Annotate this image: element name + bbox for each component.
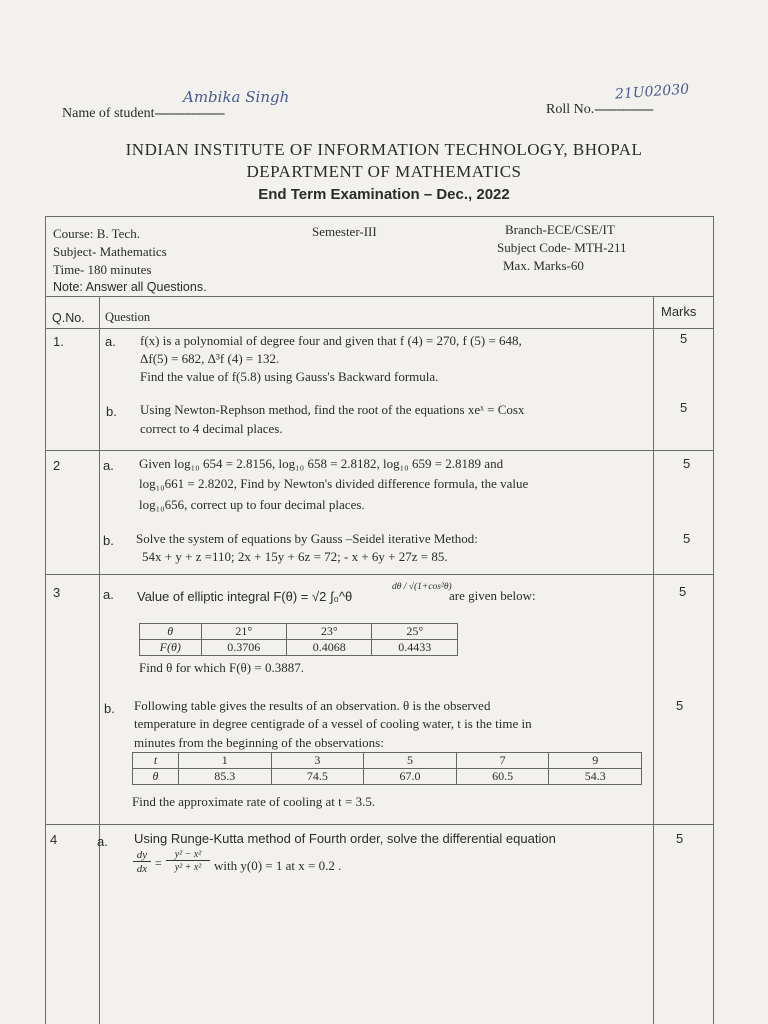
table-cell: 54.3 [549,769,642,785]
q3b-marks: 5 [676,698,684,713]
table-cell: 3 [271,753,364,769]
department-name: DEPARTMENT OF MATHEMATICS [246,162,522,181]
q1b-marks: 5 [680,400,688,415]
header-marks: Marks [661,304,697,319]
table-cell: 23° [286,624,371,640]
table-cell: t [133,753,179,769]
q3a-label: a. [103,587,114,602]
course: Course: B. Tech. [53,226,140,241]
table-cell: θ [140,624,202,640]
q2a-label: a. [103,458,114,473]
q4-lhs-num: dy [136,849,148,861]
q3b-line4: Find the approximate rate of cooling at t = 3.5. [132,794,376,809]
q3a-marks: 5 [679,584,687,599]
q4a-marks: 5 [676,831,684,846]
q1a-line2: Δf(5) = 682, Δ³f (4) = 132. [140,351,280,366]
institute-name: INDIAN INSTITUTE OF INFORMATION TECHNOLOGY, BHOPAL [125,140,643,159]
q2a-line2: log₁₀661 = 2.8202, Find by Newton's divided difference formula, the value [139,476,529,491]
table-cell: 85.3 [179,769,272,785]
table-cell: 74.5 [271,769,364,785]
q1a-line3: Find the value of f(5.8) using Gauss's Backward formula. [140,369,439,384]
q3-number: 3 [53,585,61,600]
table-cell: 60.5 [456,769,549,785]
q2b-label: b. [103,533,114,548]
q4-lhs-fraction [133,849,151,876]
student-name-label: Name of student------------------- [62,106,225,121]
max-marks: Max. Marks-60 [503,258,584,273]
table-row [133,753,642,769]
q1b-line1: Using Newton-Rephson method, find the root of the equations xeˣ = Cosx [140,402,525,417]
q3b-line1: Following table gives the results of an observation. θ is the observed [134,698,491,713]
table-cell: 25° [372,624,458,640]
q1a-label: a. [105,334,116,349]
q3a-integrand: dθ / √(1+cos²θ) [392,582,452,592]
subject: Subject- Mathematics [53,244,167,259]
header-qno: Q.No. [52,311,85,325]
elliptic-integral-table [139,623,458,656]
table-cell: 21° [201,624,286,640]
table-cell: 7 [456,753,549,769]
q1b-label: b. [106,404,117,419]
q2a-marks: 5 [683,456,691,471]
q2-number: 2 [53,458,61,473]
roll-no-label: Roll No.---------------- [546,102,653,117]
table-cell: 67.0 [364,769,457,785]
q2b-marks: 5 [683,531,691,546]
q1a-line1: f(x) is a polynomial of degree four and given that f (4) = 270, f (5) = 648, [140,333,522,348]
student-name-handwritten: Ambika Singh [183,88,290,106]
q3a-line1-pre: Value of elliptic integral F(θ) = √2 ∫₀^θ [137,589,353,604]
q2a-line3: log₁₀656, correct up to four decimal places. [139,497,365,512]
q4a-label: a. [97,834,108,849]
table-cell: 1 [179,753,272,769]
q4-number: 4 [50,832,58,847]
q4-rhs-fraction [166,849,210,875]
cooling-observation-table [132,752,642,785]
roll-no-handwritten: 21U02030 [614,81,690,103]
q1b-line2: correct to 4 decimal places. [140,421,283,436]
q3b-line2: temperature in degree centigrade of a vessel of cooling water, t is the time in [134,716,532,731]
q1-number: 1. [53,334,64,349]
q4-equals: = [155,856,162,870]
semester: Semester-III [312,224,377,239]
q2b-line2: 54x + y + z =110; 2x + 15y + 6z = 72; - x + 6y + 27z = 85. [142,549,448,564]
exam-title: End Term Examination – Dec., 2022 [258,186,510,203]
q2a-line1: Given log₁₀ 654 = 2.8156, log₁₀ 658 = 2.8182, log₁₀ 659 = 2.8189 and [139,456,504,471]
q4a-line2: with y(0) = 1 at x = 0.2 . [214,858,342,873]
q4-rhs-num: y² − x² [174,849,202,860]
table-cell: θ [133,769,179,785]
table-row [133,769,642,785]
q3a-line2: Find θ for which F(θ) = 0.3887. [139,660,304,675]
time-allowed: Time- 180 minutes [53,262,152,277]
q3b-label: b. [104,701,115,716]
q4-lhs-den: dx [133,861,151,876]
branch: Branch-ECE/CSE/IT [505,222,615,237]
subject-code: Subject Code- MTH-211 [497,240,627,255]
q3a-line1-post: are given below: [449,588,536,603]
table-row [140,624,458,640]
table-cell: 0.3706 [201,640,286,656]
table-cell: 0.4433 [372,640,458,656]
table-cell: 9 [549,753,642,769]
table-cell: 5 [364,753,457,769]
q4a-line1: Using Runge-Kutta method of Fourth order, solve the differential equation [134,831,556,846]
table-cell: 0.4068 [286,640,371,656]
table-cell: F(θ) [140,640,202,656]
q4-rhs-den: y² + x² [166,860,210,875]
q3b-line3: minutes from the beginning of the observations: [134,735,384,750]
header-question: Question [105,310,151,324]
table-row [140,640,458,656]
q1a-marks: 5 [680,331,688,346]
note: Note: Answer all Questions. [53,280,207,294]
q2b-line1: Solve the system of equations by Gauss –Seidel iterative Method: [136,531,478,546]
